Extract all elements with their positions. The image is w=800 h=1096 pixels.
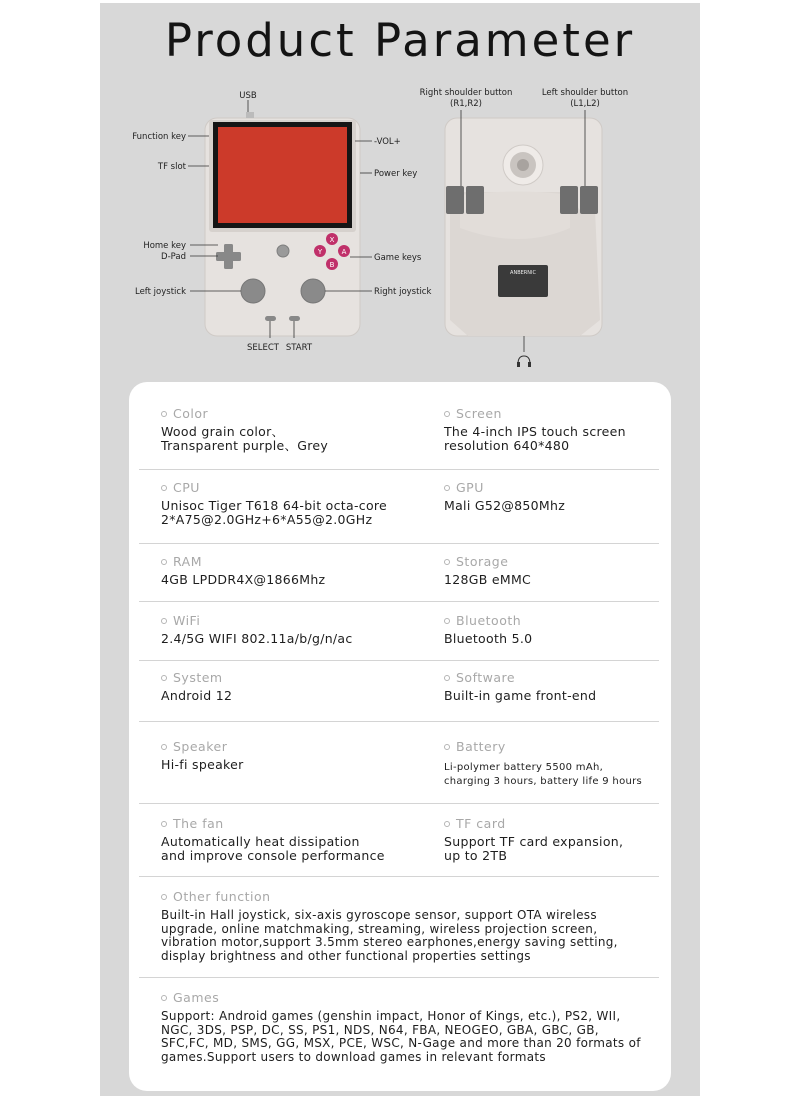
spec-system	[161, 670, 431, 703]
page-title: Product Parameter	[164, 14, 636, 67]
spec-other-function	[161, 889, 651, 963]
select-key	[265, 316, 276, 321]
spec-row	[139, 978, 659, 1088]
home-key	[277, 245, 289, 257]
back-device	[445, 118, 602, 367]
spec-fan	[161, 816, 431, 863]
button-a-label: A	[341, 248, 347, 256]
spec-head: Bluetooth	[444, 613, 654, 628]
spec-value: Android 12	[161, 688, 233, 703]
spec-head: Battery	[444, 739, 654, 754]
spec-head: Storage	[444, 554, 654, 569]
shoulder-r-inner	[466, 186, 484, 214]
spec-speaker	[161, 739, 431, 772]
spec-value: Mali G52@850Mhz	[444, 498, 566, 513]
spec-value: Support: Android games (genshin impact, Honor of Kings, etc.), PS2, WII, NGC, 3DS, PSP, DC, SS, PS1, NDS, N64, FBA, NEOGEO, GBA, GBC, GB, SFC,FC, MD, SMS, GG, MSX, PCE, WSC, N-Gage and more than 20 formats of games.Support users to download games in relevant formats	[161, 1009, 641, 1064]
spec-value: Built-in Hall joystick, six-axis gyroscope sensor, support OTA wireless upgrade, online matchmaking, streaming, wireless projection screen, vibration motor,support 3.5mm stereo earphones,energy saving setting, display brightness and other functional properties settings	[161, 908, 618, 963]
headphone-icon	[517, 356, 531, 367]
spec-head: Software	[444, 670, 654, 685]
spec-head: Other function	[161, 889, 651, 904]
shoulder-l-inner	[560, 186, 578, 214]
spec-games	[161, 990, 651, 1064]
spec-value: Wood grain color、 Transparent purple、Grey	[161, 424, 329, 453]
spec-row	[139, 470, 659, 544]
shoulder-l1-l2	[580, 186, 598, 214]
spec-head: CPU	[161, 480, 431, 495]
spec-row	[139, 544, 659, 602]
left-joystick-label: Left joystick	[134, 287, 186, 297]
spec-row	[139, 877, 659, 978]
spec-head: Screen	[444, 406, 654, 421]
spec-value: Hi-fi speaker	[161, 757, 244, 772]
spec-battery	[444, 739, 654, 789]
dpad-label: D-Pad	[161, 252, 186, 262]
select-label: SELECT	[247, 343, 279, 353]
spec-value: Automatically heat dissipation and improve console performance	[161, 834, 385, 863]
spec-head: Color	[161, 406, 431, 421]
spec-card	[129, 382, 671, 1091]
spec-head: TF card	[444, 816, 654, 831]
spec-value: Bluetooth 5.0	[444, 631, 533, 646]
function-key-label: Function key	[132, 132, 186, 142]
usb-label: USB	[239, 91, 257, 101]
button-b-label: B	[329, 261, 335, 269]
spec-value: 2.4/5G WIFI 802.11a/b/g/n/ac	[161, 631, 353, 646]
spec-head: Speaker	[161, 739, 431, 754]
shoulder-r1-r2	[446, 186, 464, 214]
spec-tf-card	[444, 816, 654, 863]
spec-storage	[444, 554, 654, 587]
power-key-label: Power key	[374, 169, 418, 179]
spec-gpu	[444, 480, 654, 513]
screen	[218, 127, 347, 223]
spec-value: 128GB eMMC	[444, 572, 532, 587]
spec-color	[161, 406, 431, 453]
game-keys-label: Game keys	[374, 253, 422, 263]
spec-head: The fan	[161, 816, 431, 831]
spec-cpu	[161, 480, 431, 527]
spec-head: WiFi	[161, 613, 431, 628]
spec-row	[139, 804, 659, 877]
spec-value: Unisoc Tiger T618 64-bit octa-core 2*A75@2.0GHz+6*A55@2.0GHz	[161, 498, 388, 527]
right-shoulder-label-2: (R1,R2)	[450, 99, 482, 109]
left-shoulder-label-2: (L1,L2)	[570, 99, 600, 109]
button-x-label: X	[329, 236, 335, 244]
start-key	[289, 316, 300, 321]
spec-bluetooth	[444, 613, 654, 646]
home-key-label: Home key	[143, 241, 186, 251]
left-joystick-icon	[241, 279, 265, 303]
front-device	[205, 112, 360, 336]
right-joystick-icon	[301, 279, 325, 303]
start-label: START	[285, 343, 313, 353]
spec-head: System	[161, 670, 431, 685]
spec-row	[139, 722, 659, 804]
tf-slot-label: TF slot	[157, 162, 186, 172]
button-y-label: Y	[317, 248, 323, 256]
spec-head: Games	[161, 990, 651, 1005]
spec-wifi	[161, 613, 431, 646]
spec-head: GPU	[444, 480, 654, 495]
spec-head: RAM	[161, 554, 431, 569]
spec-value: Built-in game front-end	[444, 688, 597, 703]
spec-screen	[444, 406, 654, 453]
spec-software	[444, 670, 654, 703]
spec-row	[139, 382, 659, 470]
spec-value: The 4-inch IPS touch screen resolution 640*480	[444, 424, 626, 453]
right-shoulder-label-1: Right shoulder button	[419, 88, 513, 98]
right-joystick-label: Right joystick	[374, 287, 432, 297]
vol-label: -VOL+	[374, 137, 401, 147]
spec-value: Li-polymer battery 5500 mAh, charging 3 hours, battery life 9 hours	[444, 762, 643, 787]
spec-ram	[161, 554, 431, 587]
spec-value: Support TF card expansion, up to 2TB	[444, 834, 624, 863]
spec-value: 4GB LPDDR4X@1866Mhz	[161, 572, 326, 587]
spec-row	[139, 661, 659, 722]
brand-label: ANBERNIC	[510, 270, 536, 276]
device-diagram	[100, 80, 700, 375]
left-shoulder-label-1: Left shoulder button	[541, 88, 629, 98]
spec-row	[139, 602, 659, 661]
